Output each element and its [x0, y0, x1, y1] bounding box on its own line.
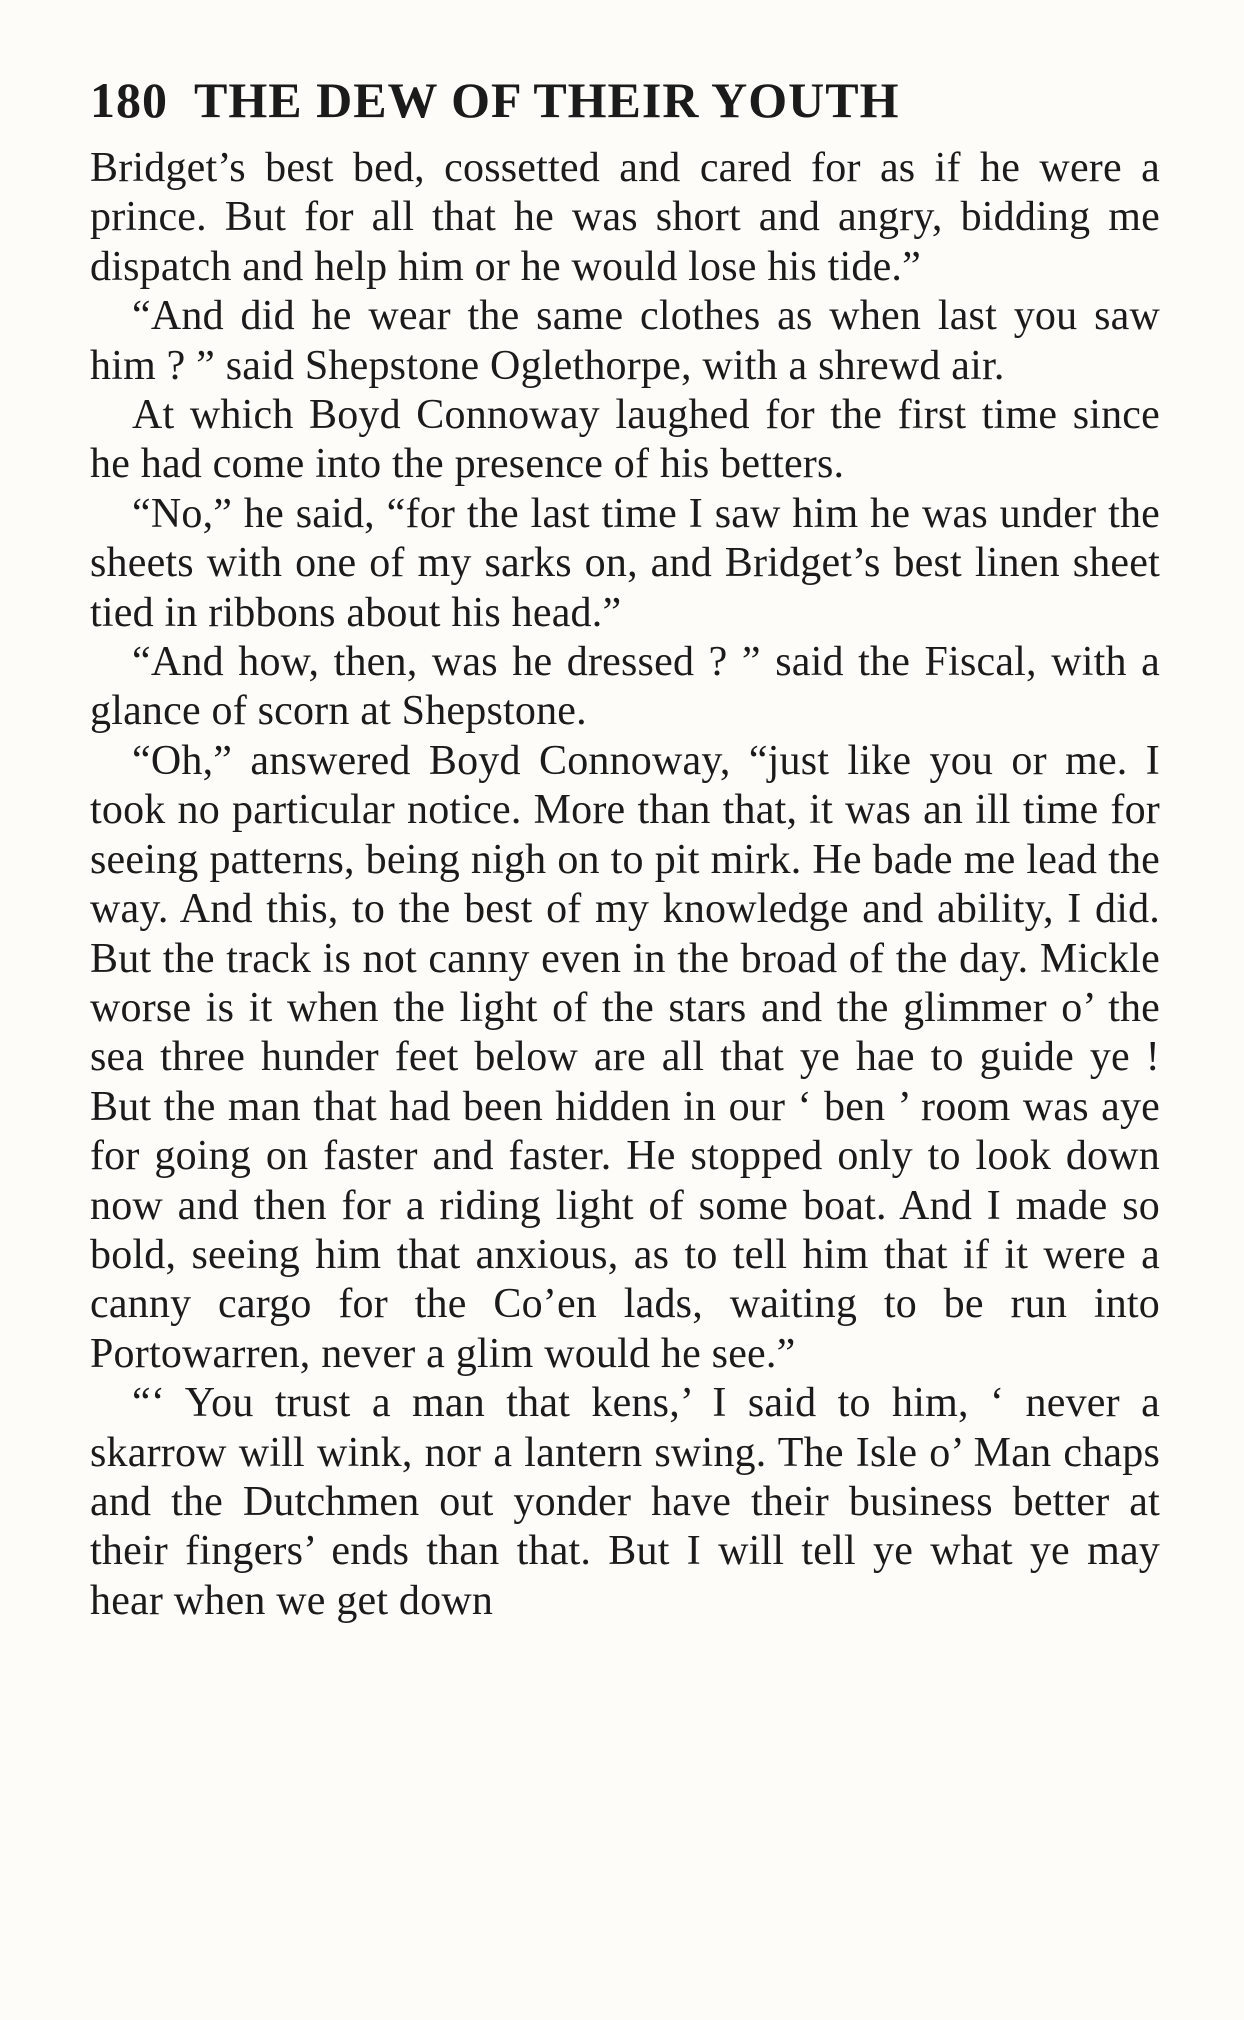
body-text	[90, 144, 1160, 1626]
paragraph: At which Boyd Connoway laughed for the first time since he had come into the presence of his betters.	[90, 392, 1160, 488]
running-header	[90, 70, 1160, 130]
paragraph: “Oh,” answered Boyd Connoway, “just like you or me. I took no particular notice. More than that, it was an ill time for seeing patterns, being nigh on to pit mirk. He bade me lead the way. And this, to the best of my knowledge and ability, I did. But the track is not canny even in the broad of the day. Mickle worse is it when the light of the stars and the glimmer o’ the sea three hunder feet below are all that ye hae to guide ye ! But the man that had been hidden in our ‘ ben ’ room was aye for going on faster and faster. He stopped only to look down now and then for a riding light of some boat. And I made so bold, seeing him that anxious, as to tell him that if it were a canny cargo for the Co’en lads, waiting to be run into Portowarren, never a glim would he see.”	[90, 737, 1160, 1377]
paragraph: “And did he wear the same clothes as when last you saw him ? ” said Shepstone Oglethorpe, with a shrewd air.	[90, 293, 1160, 389]
running-title: THE DEW OF THEIR YOUTH	[194, 72, 900, 128]
paragraph-continued: Bridget’s best bed, cossetted and cared for as if he were a prince. But for all that he was short and angry, bidding me dispatch and help him or he would lose his tide.”	[90, 145, 1160, 290]
paragraph: “No,” he said, “for the last time I saw him he was under the sheets with one of my sarks on, and Bridget’s best linen sheet tied in ribbons about his head.”	[90, 490, 1160, 636]
page-number: 180	[90, 72, 168, 128]
book-page	[90, 70, 1160, 1626]
paragraph: “And how, then, was he dressed ? ” said the Fiscal, with a glance of scorn at Shepstone.	[90, 639, 1160, 735]
paragraph: “‘ You trust a man that kens,’ I said to him, ‘ never a skarrow will wink, nor a lantern swing. The Isle o’ Man chaps and the Dutchmen out yonder have their business better at their fingers’ ends than that. But I will tell ye what ye may hear when we get down	[90, 1380, 1160, 1624]
